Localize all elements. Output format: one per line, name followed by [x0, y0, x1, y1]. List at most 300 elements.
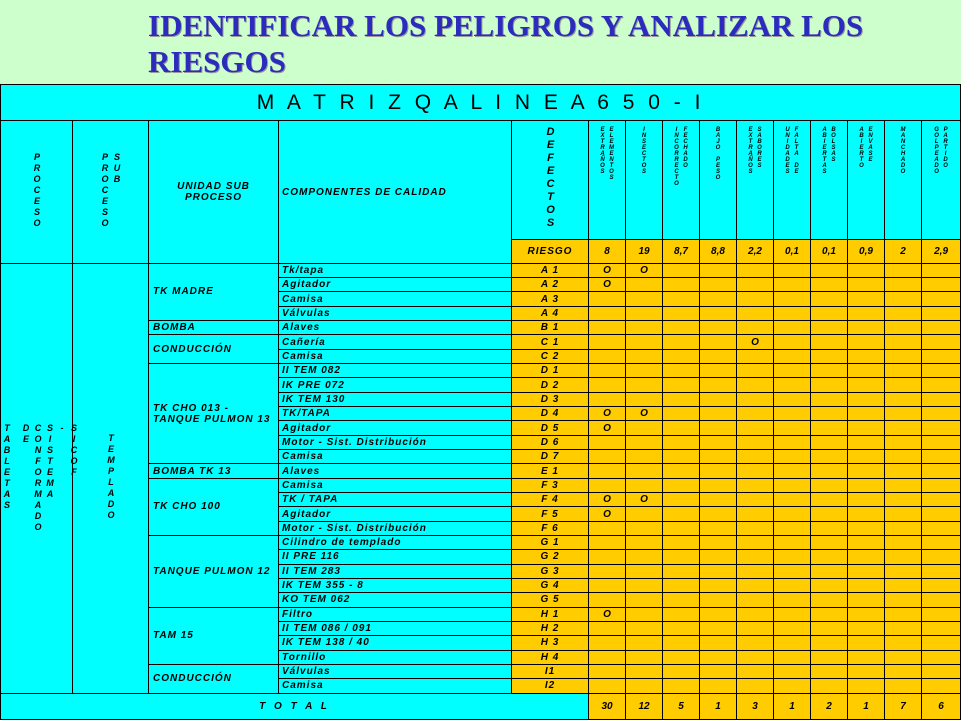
defect-mark — [885, 521, 922, 535]
unit-name: TK CHO 013 - TANQUE PULMON 13 — [149, 364, 279, 464]
defect-column-label — [640, 127, 648, 175]
defect-column-line: UNIDADES — [784, 127, 791, 176]
defect-mark — [737, 536, 774, 550]
defect-column-label — [933, 127, 950, 175]
defect-mark — [774, 578, 811, 592]
defect-mark — [774, 306, 811, 320]
defect-mark — [811, 392, 848, 406]
defect-mark — [663, 421, 700, 435]
defect-mark — [848, 478, 885, 492]
defect-mark — [811, 564, 848, 578]
defect-mark — [922, 478, 961, 492]
defect-column-label — [747, 127, 764, 175]
defect-mark — [848, 650, 885, 664]
defect-mark — [885, 650, 922, 664]
defect-mark — [885, 421, 922, 435]
defect-mark — [626, 435, 663, 449]
defect-mark — [885, 464, 922, 478]
component-name: Motor - Sist. Distribución — [279, 435, 512, 449]
defect-mark — [700, 621, 737, 635]
defect-mark — [626, 421, 663, 435]
defect-mark — [663, 564, 700, 578]
defect-column-label — [858, 127, 875, 169]
defect-mark — [885, 378, 922, 392]
defect-mark — [663, 521, 700, 535]
defect-column-label — [899, 127, 907, 175]
total-value: 1 — [774, 693, 811, 719]
defect-mark — [663, 478, 700, 492]
component-name: II TEM 283 — [279, 564, 512, 578]
defect-mark — [811, 550, 848, 564]
defect-mark — [848, 378, 885, 392]
defect-mark — [848, 321, 885, 335]
defect-column-line: GOLPEADO — [933, 127, 940, 176]
component-code: G 1 — [512, 536, 589, 550]
defect-mark — [700, 306, 737, 320]
defect-mark — [700, 392, 737, 406]
defect-mark — [589, 335, 626, 349]
defect-column-header — [737, 121, 774, 239]
riesgo-value: 8,7 — [663, 239, 700, 263]
process-cell — [1, 263, 79, 693]
defect-mark — [737, 564, 774, 578]
process-line: SISTEMA — [45, 423, 55, 501]
defect-mark — [811, 263, 848, 277]
defect-mark — [663, 578, 700, 592]
process-line: - — [57, 423, 67, 435]
defect-mark — [700, 292, 737, 306]
riesgo-value: 0,1 — [811, 239, 848, 263]
defect-mark — [811, 378, 848, 392]
defect-mark — [811, 607, 848, 621]
defect-mark — [811, 421, 848, 435]
defect-mark — [737, 679, 774, 693]
total-value: 2 — [811, 693, 848, 719]
component-name: Filtro — [279, 607, 512, 621]
total-value: 5 — [663, 693, 700, 719]
defect-mark — [663, 392, 700, 406]
defect-mark — [774, 650, 811, 664]
defect-mark — [626, 278, 663, 292]
component-code: I2 — [512, 679, 589, 693]
defect-mark — [737, 478, 774, 492]
subprocess-label: TEMPLADO — [106, 432, 116, 521]
defect-mark — [700, 407, 737, 421]
defect-mark — [811, 435, 848, 449]
defect-mark — [626, 593, 663, 607]
defect-mark — [589, 435, 626, 449]
defect-mark — [848, 493, 885, 507]
unit-name: TANQUE PULMON 12 — [149, 536, 279, 608]
defect-mark — [848, 621, 885, 635]
defect-mark — [885, 536, 922, 550]
defect-mark — [848, 550, 885, 564]
component-code: A 4 — [512, 306, 589, 320]
defect-mark — [626, 292, 663, 306]
defect-mark — [589, 364, 626, 378]
defect-mark — [700, 335, 737, 349]
matrix-table — [0, 84, 961, 720]
component-name: Alaves — [279, 464, 512, 478]
defect-mark — [663, 636, 700, 650]
component-name: II TEM 082 — [279, 364, 512, 378]
defect-mark — [922, 364, 961, 378]
component-name: Válvulas — [279, 306, 512, 320]
process-line: CONFORMADO — [33, 423, 43, 534]
component-code: G 2 — [512, 550, 589, 564]
defect-mark — [811, 478, 848, 492]
defect-mark — [811, 278, 848, 292]
defect-mark — [589, 464, 626, 478]
defect-mark — [737, 407, 774, 421]
component-code: D 5 — [512, 421, 589, 435]
defect-mark — [922, 335, 961, 349]
component-code: H 3 — [512, 636, 589, 650]
defect-mark — [811, 292, 848, 306]
riesgo-value: 8,8 — [700, 239, 737, 263]
defect-mark — [663, 493, 700, 507]
defect-column-header — [885, 121, 922, 239]
defect-mark — [922, 493, 961, 507]
component-code: G 3 — [512, 564, 589, 578]
defect-mark — [848, 263, 885, 277]
defect-mark — [811, 664, 848, 678]
defect-mark — [626, 378, 663, 392]
total-value: 12 — [626, 693, 663, 719]
defect-mark — [700, 263, 737, 277]
defect-mark — [811, 349, 848, 363]
defect-mark — [922, 306, 961, 320]
defect-mark — [811, 306, 848, 320]
defect-mark — [589, 564, 626, 578]
defect-mark — [700, 378, 737, 392]
defect-mark — [774, 664, 811, 678]
defect-mark: O — [626, 407, 663, 421]
table-row — [1, 263, 961, 277]
defect-mark: O — [589, 407, 626, 421]
defect-column-line: INCORRECTO — [673, 127, 680, 188]
defect-mark — [663, 450, 700, 464]
defect-mark — [848, 564, 885, 578]
defect-mark — [663, 679, 700, 693]
component-name: II TEM 086 / 091 — [279, 621, 512, 635]
defect-mark — [774, 493, 811, 507]
defect-mark — [922, 464, 961, 478]
header-subproceso-line: PROCESO — [100, 152, 110, 230]
defect-mark — [848, 306, 885, 320]
defect-mark — [885, 607, 922, 621]
component-code: G 4 — [512, 578, 589, 592]
riesgo-value: 2,9 — [922, 239, 961, 263]
total-value: 6 — [922, 693, 961, 719]
defect-mark — [922, 621, 961, 635]
total-value: 3 — [737, 693, 774, 719]
component-code: D 3 — [512, 392, 589, 406]
defect-mark — [663, 278, 700, 292]
defect-mark — [885, 263, 922, 277]
defect-mark — [663, 507, 700, 521]
defect-mark — [922, 435, 961, 449]
defect-column-line: ELEMENTOS — [608, 127, 615, 182]
defect-column-line: INSECTOS — [641, 127, 647, 176]
defect-mark — [774, 292, 811, 306]
defect-mark — [848, 450, 885, 464]
defect-mark — [589, 378, 626, 392]
defect-mark — [589, 636, 626, 650]
defect-column-line: MANCHADO — [900, 127, 906, 176]
header-proceso-text: PROCESO — [32, 152, 42, 230]
defect-mark — [774, 593, 811, 607]
defect-mark: O — [589, 607, 626, 621]
process-line: SICOF — [69, 423, 79, 479]
component-code: G 5 — [512, 593, 589, 607]
defect-mark — [626, 321, 663, 335]
defect-mark — [737, 450, 774, 464]
defect-mark — [885, 636, 922, 650]
defect-mark — [737, 650, 774, 664]
defect-mark — [663, 364, 700, 378]
defect-mark — [774, 378, 811, 392]
defect-mark — [700, 493, 737, 507]
defect-mark — [848, 593, 885, 607]
defect-mark — [626, 536, 663, 550]
component-name: Tornillo — [279, 650, 512, 664]
defect-mark — [848, 664, 885, 678]
defect-mark — [737, 263, 774, 277]
defect-mark: O — [626, 263, 663, 277]
defect-mark — [663, 550, 700, 564]
defect-mark — [774, 464, 811, 478]
process-label — [20, 423, 79, 533]
defect-column-header — [848, 121, 885, 239]
component-code: H 4 — [512, 650, 589, 664]
defect-mark — [700, 607, 737, 621]
header-subproceso-line: SUB — [112, 152, 122, 186]
defect-mark — [589, 679, 626, 693]
subprocess-cell — [73, 263, 149, 693]
defect-mark — [885, 335, 922, 349]
header-subproceso — [73, 121, 149, 263]
defect-mark — [922, 321, 961, 335]
component-code: D 4 — [512, 407, 589, 421]
defect-mark — [811, 679, 848, 693]
component-name: Camisa — [279, 478, 512, 492]
defect-mark — [737, 464, 774, 478]
defect-mark — [700, 550, 737, 564]
defect-mark — [589, 593, 626, 607]
defect-mark — [737, 292, 774, 306]
defect-mark — [811, 578, 848, 592]
defect-column-line: BOLSAS — [830, 127, 837, 164]
defect-mark — [626, 392, 663, 406]
defect-mark — [848, 636, 885, 650]
defect-mark — [737, 664, 774, 678]
defect-mark — [626, 607, 663, 621]
defect-mark — [700, 450, 737, 464]
defect-mark — [737, 364, 774, 378]
defect-mark — [774, 392, 811, 406]
defect-mark — [737, 593, 774, 607]
defect-mark — [663, 263, 700, 277]
component-code: B 1 — [512, 321, 589, 335]
defect-mark — [663, 664, 700, 678]
defect-column-line: ABIERTAS — [821, 127, 828, 176]
defect-mark — [589, 392, 626, 406]
defect-mark — [589, 478, 626, 492]
defect-mark — [700, 464, 737, 478]
defect-mark — [737, 349, 774, 363]
defect-mark — [737, 636, 774, 650]
header-proceso — [1, 121, 73, 263]
process-line: DE — [21, 423, 31, 446]
defect-mark — [848, 507, 885, 521]
component-name: TK / TAPA — [279, 493, 512, 507]
defect-mark — [774, 278, 811, 292]
defect-mark — [885, 364, 922, 378]
defect-mark — [626, 464, 663, 478]
defect-column-label — [821, 127, 838, 175]
defect-mark — [922, 521, 961, 535]
defect-mark — [626, 550, 663, 564]
defect-mark — [885, 407, 922, 421]
defect-mark — [922, 607, 961, 621]
defect-column-label — [673, 127, 690, 187]
component-code: F 5 — [512, 507, 589, 521]
defect-mark — [626, 621, 663, 635]
defect-mark — [700, 421, 737, 435]
component-name: TK/TAPA — [279, 407, 512, 421]
riesgo-value: 19 — [626, 239, 663, 263]
defect-mark — [922, 536, 961, 550]
defect-mark — [885, 321, 922, 335]
component-code: H 1 — [512, 607, 589, 621]
defect-mark — [737, 621, 774, 635]
defect-mark — [700, 364, 737, 378]
riesgo-value: 0,1 — [774, 239, 811, 263]
defect-mark — [922, 578, 961, 592]
total-value: 7 — [885, 693, 922, 719]
defect-mark — [663, 306, 700, 320]
defect-mark — [774, 407, 811, 421]
defect-mark: O — [589, 263, 626, 277]
defect-mark — [811, 636, 848, 650]
component-name: Motor - Sist. Distribución — [279, 521, 512, 535]
defect-mark — [922, 378, 961, 392]
unit-name: TK CHO 100 — [149, 478, 279, 535]
defect-mark — [885, 593, 922, 607]
component-name: Camisa — [279, 679, 512, 693]
component-code: I1 — [512, 664, 589, 678]
defect-mark — [700, 636, 737, 650]
component-code: F 4 — [512, 493, 589, 507]
defect-column-line: PARTIDO — [942, 127, 949, 170]
defect-mark — [700, 349, 737, 363]
component-code: H 2 — [512, 621, 589, 635]
defect-mark — [774, 263, 811, 277]
defect-mark — [922, 392, 961, 406]
defect-mark — [700, 507, 737, 521]
defect-mark — [774, 421, 811, 435]
component-code: C 2 — [512, 349, 589, 363]
defect-mark — [885, 493, 922, 507]
defect-mark — [922, 292, 961, 306]
component-name: II PRE 116 — [279, 550, 512, 564]
header-defectos-text: DEFECTOS — [544, 126, 557, 231]
defect-mark — [626, 335, 663, 349]
defect-mark — [811, 464, 848, 478]
defect-mark — [922, 564, 961, 578]
defect-mark — [885, 507, 922, 521]
defect-column-line: ABIERTO — [858, 127, 865, 170]
defect-mark — [885, 550, 922, 564]
defect-mark — [663, 621, 700, 635]
defect-mark — [663, 349, 700, 363]
defect-mark — [589, 306, 626, 320]
defect-mark — [700, 536, 737, 550]
defect-mark — [663, 464, 700, 478]
defect-mark — [885, 278, 922, 292]
page-title: IDENTIFICAR LOS PELIGROS Y ANALIZAR LOS RIESGOS — [148, 8, 864, 79]
defect-mark — [885, 478, 922, 492]
defect-mark — [848, 435, 885, 449]
risk-matrix — [0, 84, 960, 720]
defect-mark — [885, 292, 922, 306]
defect-mark — [626, 564, 663, 578]
defect-mark — [626, 306, 663, 320]
defect-mark — [626, 450, 663, 464]
defect-mark — [737, 421, 774, 435]
defect-mark — [848, 364, 885, 378]
defect-mark — [774, 621, 811, 635]
defect-column-label — [714, 127, 722, 181]
defect-mark — [811, 321, 848, 335]
defect-mark — [626, 364, 663, 378]
process-label-2 — [1, 423, 12, 511]
header-defectos — [512, 121, 589, 239]
unit-name: BOMBA — [149, 321, 279, 335]
defect-mark — [737, 607, 774, 621]
defect-mark — [737, 378, 774, 392]
defect-mark — [663, 593, 700, 607]
total-label: T O T A L — [1, 693, 589, 719]
component-code: A 2 — [512, 278, 589, 292]
process-line: TABLETAS — [2, 423, 12, 512]
defect-mark — [589, 292, 626, 306]
defect-mark — [700, 278, 737, 292]
defect-column-line: FALTA DE — [793, 127, 800, 176]
header-componentes: COMPONENTES DE CALIDAD — [279, 121, 512, 263]
defect-mark — [811, 536, 848, 550]
component-code: A 1 — [512, 263, 589, 277]
header-unidad: UNIDAD SUB PROCESO — [149, 121, 279, 263]
defect-mark — [663, 607, 700, 621]
defect-mark — [811, 364, 848, 378]
defect-mark — [848, 536, 885, 550]
defect-mark — [589, 664, 626, 678]
defect-mark — [737, 550, 774, 564]
component-name: KO TEM 062 — [279, 593, 512, 607]
defect-mark — [663, 650, 700, 664]
defect-mark: O — [589, 493, 626, 507]
defect-mark — [922, 593, 961, 607]
defect-column-header — [663, 121, 700, 239]
riesgo-label: RIESGO — [512, 239, 589, 263]
defect-mark — [774, 478, 811, 492]
defect-mark — [589, 521, 626, 535]
defect-mark — [700, 435, 737, 449]
defect-mark — [774, 321, 811, 335]
component-name: Cañería — [279, 335, 512, 349]
